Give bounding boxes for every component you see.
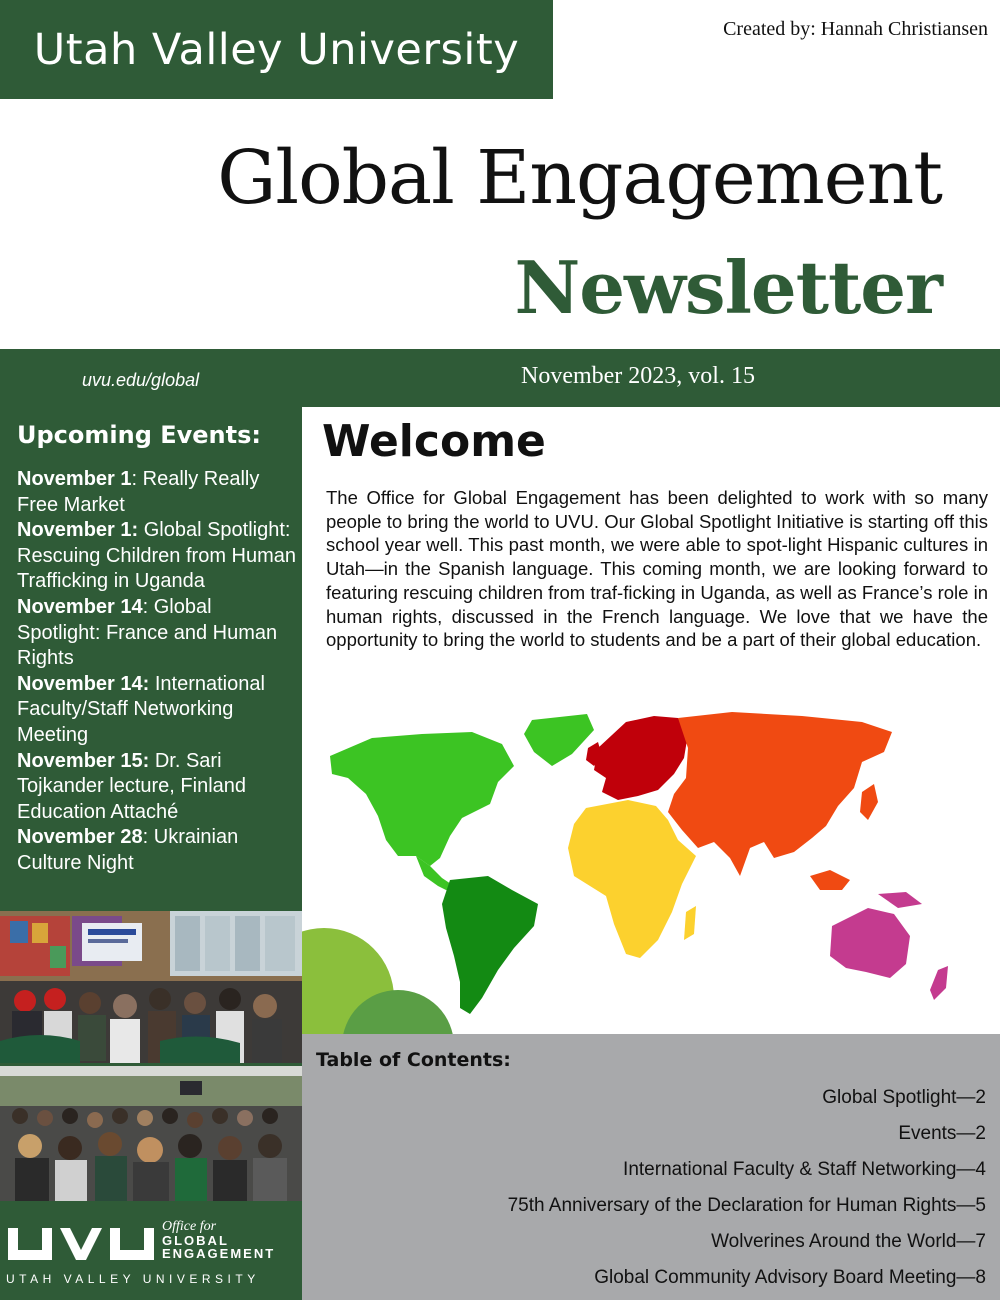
toc-item[interactable]: Events—2 — [898, 1123, 986, 1144]
south-america-shape — [442, 876, 538, 1014]
welcome-heading: Welcome — [322, 416, 546, 467]
event-item — [17, 672, 297, 749]
africa-shape — [568, 800, 696, 958]
event-text: Dr. Sari Tojkander lecture, Finland Education Attaché — [17, 749, 247, 823]
event-item: November 1: Really Really Free Market — [17, 468, 260, 516]
event-date: November 28 — [17, 826, 143, 849]
world-map — [302, 708, 1000, 1034]
toc-item[interactable]: International Faculty & Staff Networking—4 — [623, 1159, 986, 1180]
event-text: Really Really Free Market — [17, 468, 260, 516]
north-america-shape — [330, 732, 514, 866]
event-photo-2 — [0, 1066, 302, 1201]
asia-shape — [668, 712, 892, 876]
website-link[interactable]: uvu.edu/global — [82, 370, 200, 390]
event-date: November 14: — [17, 672, 150, 695]
university-banner — [0, 0, 553, 99]
table-of-contents — [302, 1034, 1000, 1300]
event-text: Ukrainian Culture Night — [17, 826, 239, 874]
welcome-body: The Office for Global Engagement has been delighted to work with so many people to bring the world to UVU. Our Global Spotlight Initiative is starting off this school year well. This past month, we were able to spot-light Hispanic cultures in Utah—in the Spanish language. This coming month, we are looking forward to featuring rescuing children from traf-ficking in Uganda, as well as France’s role in human rights, discussed in the French language. We love that we have the opportunity to bring the world to students and be a part of their global education. — [326, 487, 988, 651]
event-text: Global Spotlight: France and Human Rights — [17, 595, 278, 670]
event-text: International Faculty/Staff Networking Meeting — [17, 672, 265, 746]
events-title: Upcoming Events: — [17, 421, 261, 449]
events-list — [17, 467, 297, 877]
event-date: November 15: — [17, 749, 150, 772]
event-item — [17, 749, 297, 826]
toc-item[interactable]: Wolverines Around the World—7 — [711, 1231, 986, 1252]
title-line-2: Newsletter — [514, 245, 942, 330]
greenland-shape — [524, 714, 594, 766]
new-zealand-shape — [930, 966, 948, 1000]
logo-university: UTAH VALLEY UNIVERSITY — [6, 1272, 260, 1286]
office-logo-text — [162, 1220, 275, 1260]
toc-list — [508, 1084, 986, 1300]
logo-engagement: ENGAGEMENT — [162, 1246, 276, 1261]
event-date: November 14 — [17, 595, 143, 618]
event-date: November 1 — [17, 468, 132, 490]
event-text: Global Spotlight: Rescuing Children from Human Trafficking in Uganda — [17, 519, 297, 593]
university-name: Utah Valley University — [33, 24, 520, 75]
europe-shape — [594, 716, 688, 800]
new-guinea-shape — [878, 892, 922, 908]
madagascar-shape — [684, 906, 696, 940]
issue-date: November 2023, vol. 15 — [521, 363, 755, 389]
toc-item[interactable]: Global Spotlight—2 — [822, 1087, 986, 1108]
created-by: Created by: Hannah Christiansen — [723, 18, 988, 40]
australia-shape — [830, 908, 910, 978]
event-photo-1 — [0, 911, 302, 1063]
toc-item[interactable]: 75th Anniversary of the Declaration for Human Rights—5 — [507, 1195, 986, 1216]
se-asia-shape — [810, 870, 850, 890]
office-for: Office for — [162, 1219, 217, 1234]
event-date: November 1: — [17, 519, 139, 542]
title-line-1: Global Engagement — [217, 135, 942, 221]
toc-item[interactable]: Global Community Advisory Board Meeting—8 — [594, 1267, 986, 1288]
event-item — [17, 518, 297, 595]
toc-title: Table of Contents: — [316, 1049, 511, 1071]
event-item: November 14: Global Spotlight: France and Human Rights — [17, 595, 278, 670]
event-item: November 28: Ukrainian Culture Night — [17, 826, 239, 874]
logo-global: GLOBAL — [162, 1233, 229, 1248]
japan-shape — [860, 784, 878, 820]
